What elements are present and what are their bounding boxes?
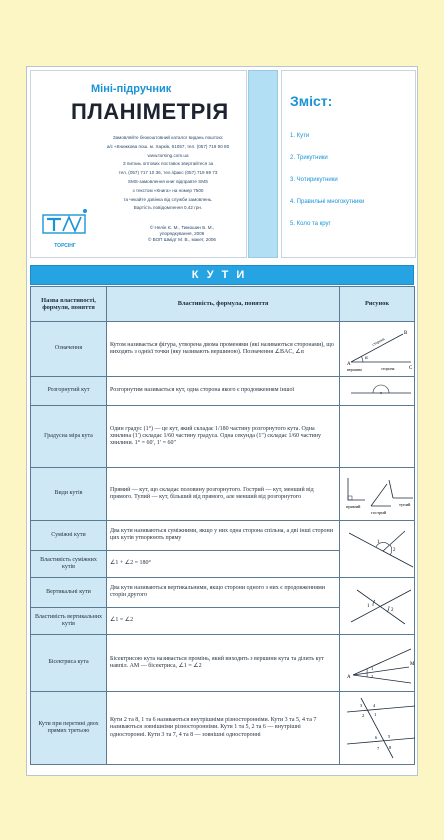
fig-label: 1 [371,666,374,671]
publisher-line: З питань оптових поставок звертайтеся за [122,161,214,167]
copyright-info [121,225,243,243]
row-figure [340,468,415,521]
fig-label: 3 [360,703,363,708]
row-text: Прямий — кут, що складає половину розгорнутого. Гострий — кут, менший від прямого. Тупий — кут, більший від прямого, але менший від розгорнутого [107,468,340,521]
angles-table [30,286,415,765]
row-figure [340,521,415,578]
straight-angle-figure [343,379,418,403]
adjacent-angles-figure [343,523,418,575]
row-text: Бісектрисою кута називається промінь, який виходить з вершини кута та ділить кут навпіл. AM — бісектриса, ∠1 = ∠2 [107,635,340,692]
contents-item: 5. Коло та круг [290,221,331,227]
fig-label: 2 [391,608,394,613]
row-figure [340,578,415,635]
row-figure [340,377,415,406]
fig-label: 8 [389,745,392,750]
table-row [31,468,415,521]
row-name: Властивість суміжних кутів [31,550,107,577]
fig-label: 1 [374,712,377,717]
title-card [30,70,247,258]
fig-label: 2 [393,548,396,553]
table-row [31,377,415,406]
copyright-line: © ВОП Шмідт М. В., макет, 2006 [148,237,216,242]
row-name: Суміжні кути [31,521,107,551]
fig-label: C [409,366,413,371]
series-label: Міні-підручник [91,83,172,95]
fig-label: 4 [373,703,376,708]
publisher-info [93,135,243,214]
contents-item: 1. Кути [290,133,310,139]
header-figure: Рисунок [340,287,415,322]
fig-label: 7 [377,746,380,751]
publisher-logo-icon [39,205,89,241]
fig-label: сторона [371,336,386,347]
copyright-line: © Нелін Є. М., Тимошин Б. М., [149,225,215,230]
fig-label: прямий [346,504,361,509]
row-text: Кути 2 та 8, 1 та 6 називаються внутрішніми різносторонніми. Кути 3 та 5, 4 та 7 називаються зовнішніми різносторонніми. Кути 1 та 5, 2 та 6 — внутрішні односторонні. Кути 3 та 7, 4 та 8 — зовнішні односторонні [107,692,340,765]
contents-card [281,70,416,258]
row-name: Розгорнутий кут [31,377,107,406]
contents-item: 4. Правильні многокутники [290,199,365,205]
angle-types-figure [343,470,418,518]
contents-item: 2. Трикутники [290,155,328,161]
contents-list [290,133,364,243]
fig-label: A [347,362,351,367]
table-row [31,578,415,608]
fig-label: A [347,675,351,680]
row-name: Бісектриса кута [31,635,107,692]
row-figure [340,635,415,692]
fig-label: 5 [388,734,391,739]
table-row [31,322,415,377]
fig-label: гострий [371,510,387,515]
publisher-line: а/с «Книжкова пош. м. Харків, 61057, тел. (057) 719 90 80 [106,143,230,149]
header-block [27,67,417,261]
row-name: Види кутів [31,468,107,521]
row-name: Вертикальні кути [31,578,107,608]
header-name: Назва властивості, формули, поняття [31,287,107,322]
book-title: ПЛАНІМЕТРІЯ [71,99,229,124]
publisher-line: та чекайте дзвінка від служби замовлень. [123,196,213,202]
fig-label: α [365,356,368,361]
spine-strip [248,70,278,258]
angle-definition-figure [343,324,418,374]
section-title: КУТИ [30,265,414,285]
fig-label: B [404,331,408,336]
fig-label: сторона [381,366,395,371]
publisher-line: з текстом «Книга» на номер 7500 [132,187,204,193]
table-row [31,406,415,468]
row-name: Означення [31,322,107,377]
row-text: Кутом називається фігура, утворена двома променями (які називаються сторонами), що виходять з однієї точки (яку називають вершиною). Позначення ∠BAC, ∠α [107,322,340,377]
row-text: Два кути називаються суміжними, якщо у них одна сторона спільна, а дві інші сторони цих кутів утворюють пряму [107,521,340,551]
header-property: Властивість, формула, поняття [107,287,340,322]
copyright-line: упорядкування, 2006 [159,231,205,236]
publisher-line: www.torsing.com.ua [147,152,189,158]
row-name: Кути при перетині двох прямих третьою [31,692,107,765]
row-figure [340,322,415,377]
table-row [31,692,415,765]
row-figure [340,692,415,765]
fig-label: тупий [399,502,411,507]
row-text: Один градус (1°) — це кут, який складає 1/180 частину розгорнутого кута. Одна хвилина (1′) складає 1/60 частину градуса. Одна секунда (1″) складає 1/60 частину хвилини. 1° = 60′, 1′ = 60″ [107,406,340,468]
contents-item: 3. Чотирикутники [290,177,338,183]
fig-label: вершина [347,367,362,372]
row-text: Два кути називаються вертикальними, якщо сторони одного з них є продовженнями сторін другого [107,578,340,608]
vertical-angles-figure [343,580,418,632]
row-text: Розгорнутим називається кут, одна сторона якого є продовженням іншої [107,377,340,406]
publisher-line: тел. (057) 717 10 36, тел./факс (057) 719 89 73 [118,170,218,176]
contents-title: Зміст: [290,93,333,109]
booklet-page [26,66,418,776]
row-name: Властивість вертикальних кутів [31,607,107,634]
row-name: Градусна міра кута [31,406,107,468]
transversal-figure [343,694,418,762]
publisher-line: Замовляйте безкоштовний каталог видань поштою: [112,135,224,140]
bisector-figure [343,637,418,689]
fig-label: 2 [362,713,365,718]
table-header-row [31,287,415,322]
row-text: ∠1 = ∠2 [107,607,340,634]
fig-label: 6 [375,735,378,740]
publisher-line: SMS-замовлення книг відправте SMS [127,178,209,184]
publisher-line: Вартість повідомлення 0,42 грн. [133,205,203,211]
fig-label: 2 [371,674,374,679]
fig-label: 1 [377,540,380,545]
table-row [31,521,415,551]
row-text: ∠1 + ∠2 = 180° [107,550,340,577]
row-figure [340,406,415,468]
fig-label: 1 [367,604,370,609]
table-row [31,635,415,692]
logo-text: ТОРСІНГ [54,243,76,249]
fig-label: M [410,662,415,667]
